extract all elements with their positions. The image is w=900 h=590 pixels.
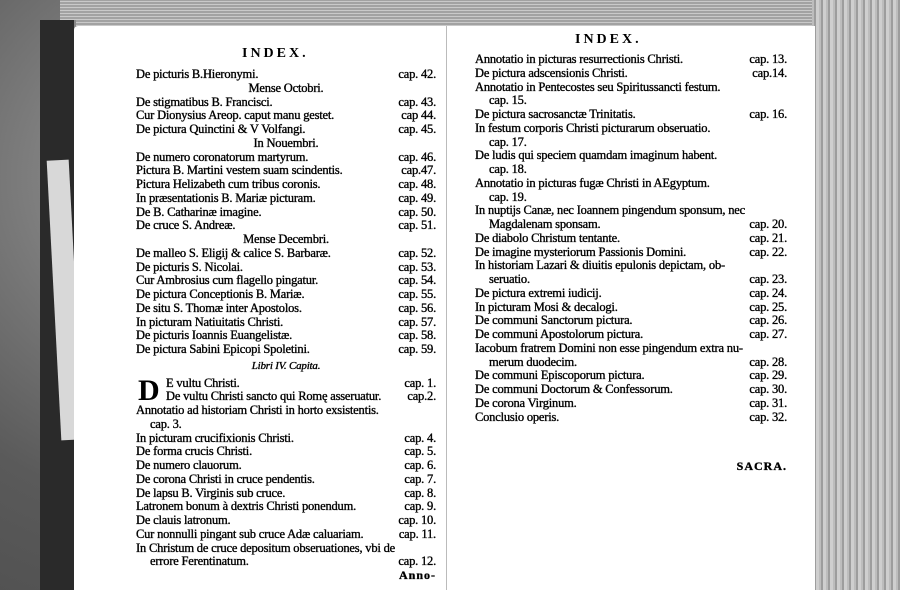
page-header: INDEX. <box>575 32 642 47</box>
entry-title: De picturis Ioannis Euangelistæ. <box>136 328 293 343</box>
index-entry <box>475 218 787 232</box>
chapter-number: cap. 58. <box>398 328 436 343</box>
right-page <box>446 26 815 590</box>
chapter-number: cap. 31. <box>749 395 787 410</box>
index-entry <box>475 383 787 397</box>
index-entry <box>475 342 787 356</box>
chapter-number: cap. 23. <box>749 272 787 286</box>
chapter-number: cap. 21. <box>749 230 787 245</box>
entry-title: De forma crucis Christi. <box>136 444 253 459</box>
chapter-number: cap. 59. <box>398 342 436 356</box>
entry-title: Annotatio in picturas fugæ Christi in AEgyptum. <box>475 175 710 190</box>
index-entry <box>136 274 436 288</box>
entry-title: Annotatio ad historiam Christi in horto exsistentis. <box>136 403 379 417</box>
index-entry <box>475 149 787 163</box>
chapter-number: cap.2. <box>407 389 436 404</box>
index-entry <box>475 356 787 370</box>
entry-title: De picturis S. Nicolai. <box>136 259 243 274</box>
index-entry <box>475 273 787 287</box>
index-entry <box>136 542 436 556</box>
entry-title: De pictura sacrosanctæ Trinitatis. <box>475 107 636 121</box>
chapter-number: cap. 50. <box>398 204 436 219</box>
entry-title: In picturam Mosi & decalogi. <box>475 299 618 314</box>
index-entry <box>136 151 436 165</box>
entry-title: In picturam crucifixionis Christi. <box>136 430 294 445</box>
entry-title: De ludis qui speciem quamdam imaginum habent. <box>475 148 717 163</box>
entry-title: Cur Dionysius Areop. caput manu gestet. <box>136 108 335 123</box>
index-entry <box>136 432 436 446</box>
chapter-number: cap. 30. <box>749 382 787 396</box>
catchword-text: SACRA. <box>736 459 787 474</box>
entry-title: De pictura Quinctini & V Volfangi. <box>136 122 306 136</box>
index-entry <box>136 261 436 275</box>
entry-title: Pictura B. Martini vestem suam scindentis. <box>136 163 343 178</box>
entry-title: Annotatio in Pentecostes seu Spiritussancti festum. <box>475 79 721 94</box>
index-entry <box>136 164 436 178</box>
chapter-number: cap. 25. <box>749 299 787 314</box>
index-entry <box>136 500 436 514</box>
section-heading <box>136 233 436 247</box>
entry-title: In Christum de cruce depositum obseruationes, vbi de <box>136 540 395 555</box>
entry-title: De corona Christi in cruce pendentis. <box>136 471 315 486</box>
section-heading <box>136 137 436 151</box>
drop-cap: D <box>138 373 160 407</box>
chapter-number: cap. 12. <box>398 554 436 569</box>
index-entry <box>136 109 436 123</box>
scan-background-right <box>812 0 900 590</box>
index-entry <box>136 514 436 528</box>
entry-title: E vultu Christi. <box>166 375 240 390</box>
chapter-number: cap. 46. <box>398 149 436 164</box>
entry-title: Libri IV. Capita. <box>251 359 321 372</box>
chapter-number: cap. 53. <box>398 259 436 274</box>
chapter-number: cap. 42. <box>398 67 436 81</box>
index-entry <box>475 204 787 218</box>
entry-title: cap. 3. <box>150 416 182 431</box>
index-entry <box>136 390 436 404</box>
chapter-number: cap. 20. <box>749 217 787 231</box>
page-header: INDEX. <box>242 46 309 61</box>
index-entry <box>475 369 787 383</box>
chapter-number: cap. 45. <box>398 122 436 136</box>
chapter-number: cap. 1. <box>404 375 436 390</box>
index-entry <box>475 122 787 136</box>
index-entry <box>475 81 787 95</box>
chapter-number: cap. 16. <box>749 107 787 121</box>
chapter-number: cap. 48. <box>398 177 436 191</box>
entry-title: In præsentationis B. Mariæ picturam. <box>136 190 316 205</box>
entry-title: De numero coronatorum martyrum. <box>136 149 309 164</box>
book-binding <box>40 20 76 590</box>
entry-title: cap. 15. <box>489 93 527 108</box>
entry-title: De imagine mysteriorum Passionis Domini. <box>475 244 687 259</box>
chapter-number: cap. 55. <box>398 287 436 301</box>
entry-title: De communi Sanctorum pictura. <box>475 313 633 328</box>
chapter-number: cap. 56. <box>398 300 436 315</box>
index-entry <box>475 301 787 315</box>
index-entry <box>475 411 787 425</box>
index-entry <box>475 108 787 122</box>
index-entry <box>136 178 436 192</box>
index-entry <box>475 328 787 342</box>
index-entry <box>475 163 787 177</box>
chapter-number: cap. 43. <box>398 94 436 109</box>
section-heading <box>136 82 436 96</box>
chapter-number: cap. 11. <box>398 526 436 541</box>
chapter-number: cap. 13. <box>749 52 787 66</box>
index-entry <box>475 191 787 205</box>
index-entry <box>475 67 787 81</box>
chapter-number: cap. 28. <box>749 354 787 369</box>
entry-title: cap. 18. <box>489 162 527 176</box>
index-entry <box>475 259 787 273</box>
chapter-number: cap 44. <box>401 108 436 123</box>
index-list <box>475 53 787 474</box>
entry-title: seruatio. <box>489 272 530 286</box>
entry-title: De pictura Sabini Epicopi Spoletini. <box>136 342 310 356</box>
section-heading <box>136 360 436 374</box>
index-entry <box>136 343 436 357</box>
chapter-number: cap. 8. <box>404 485 436 500</box>
index-entry <box>136 316 436 330</box>
entry-title: De numero clauorum. <box>136 458 242 472</box>
entry-title: De stigmatibus B. Francisci. <box>136 94 273 109</box>
chapter-number: cap. 29. <box>749 368 787 383</box>
entry-title: De pictura adscensionis Christi. <box>475 65 628 80</box>
chapter-number: cap. 9. <box>404 499 436 514</box>
entry-title: Magdalenam sponsam. <box>489 217 601 231</box>
entry-title: cap. 17. <box>489 134 527 149</box>
entry-title: Pictura Helizabeth cum tribus coronis. <box>136 177 321 191</box>
entry-title: De communi Apostolorum pictura. <box>475 327 644 341</box>
entry-title: Latronem bonum à dextris Christi ponendum. <box>136 499 357 514</box>
chapter-number: cap. 10. <box>398 513 436 527</box>
index-entry <box>136 68 436 82</box>
entry-title: Mense Decembri. <box>243 232 329 246</box>
index-entry <box>136 219 436 233</box>
index-entry <box>475 94 787 108</box>
entry-title: Annotatio in picturas resurrectionis Christi. <box>475 52 683 66</box>
index-entry <box>136 247 436 261</box>
chapter-number: cap. 6. <box>404 458 436 472</box>
index-entry <box>136 302 436 316</box>
index-entry <box>475 397 787 411</box>
entry-title: De cruce S. Andreæ. <box>136 218 236 233</box>
entry-title: errore Ferentinatum. <box>150 554 249 569</box>
index-entry <box>475 53 787 67</box>
index-entry <box>136 123 436 137</box>
entry-title: De corona Virginum. <box>475 395 577 410</box>
entry-title: De situ S. Thomæ inter Apostolos. <box>136 300 302 315</box>
entry-title: In historiam Lazari & diuitis epulonis depictam, ob- <box>475 258 725 273</box>
chapter-number: cap. 24. <box>749 285 787 300</box>
entry-title: Cur nonnulli pingant sub cruce Adæ caluariam. <box>136 526 364 541</box>
entry-title: De diabolo Christum tentante. <box>475 230 620 245</box>
index-entry <box>136 473 436 487</box>
chapter-number: cap. 27. <box>749 327 787 341</box>
entry-title: In festum corporis Christi picturarum obseruatio. <box>475 120 711 135</box>
catchword <box>475 460 787 474</box>
entry-title: Iacobum fratrem Domini non esse pingendum extra nu- <box>475 340 743 355</box>
chapter-number: cap. 51. <box>398 218 436 233</box>
entry-title: De clauis latronum. <box>136 513 231 527</box>
entry-title: De communi Episcoporum pictura. <box>475 368 645 383</box>
index-entry <box>136 555 436 569</box>
index-entry <box>475 246 787 260</box>
catchword-text: Anno- <box>398 568 436 582</box>
entry-title: De malleo S. Eligij & calice S. Barbaræ. <box>136 245 331 260</box>
index-entry <box>136 459 436 473</box>
chapter-number: cap. 52. <box>398 245 436 260</box>
chapter-number: cap. 7. <box>404 471 436 486</box>
chapter-number: cap. 32. <box>749 409 787 424</box>
index-entry <box>475 287 787 301</box>
entry-title: De picturis B.Hieronymi. <box>136 67 259 81</box>
chapter-number: cap. 49. <box>398 190 436 205</box>
chapter-number: cap. 54. <box>398 273 436 288</box>
entry-title: De B. Catharinæ imagine. <box>136 204 262 219</box>
index-list <box>136 68 436 583</box>
index-entry <box>136 487 436 501</box>
index-entry <box>136 192 436 206</box>
entry-title: merum duodecim. <box>489 354 577 369</box>
chapter-number: cap. 57. <box>398 314 436 329</box>
chapter-number: cap. 22. <box>749 244 787 259</box>
entry-title: De vultu Christi sancto qui Romę asseruatur. <box>166 389 382 404</box>
chapter-number: cap. 4. <box>404 430 436 445</box>
index-entry <box>136 445 436 459</box>
index-entry <box>136 528 436 542</box>
chapter-number: cap. 5. <box>404 444 436 459</box>
chapter-number: cap. 26. <box>749 313 787 328</box>
index-entry <box>136 404 436 418</box>
index-entry <box>475 232 787 246</box>
chapter-number: cap.14. <box>752 65 787 80</box>
entry-title: De pictura Conceptionis B. Mariæ. <box>136 287 305 301</box>
entry-title: De lapsu B. Virginis sub cruce. <box>136 485 286 500</box>
index-entry <box>136 418 436 432</box>
index-entry <box>475 177 787 191</box>
entry-title: Mense Octobri. <box>248 80 324 95</box>
index-entry <box>136 288 436 302</box>
entry-title: Cur Ambrosius cum flagello pingatur. <box>136 273 319 288</box>
index-entry <box>136 206 436 220</box>
entry-title: Conclusio operis. <box>475 409 560 424</box>
left-page <box>74 26 446 590</box>
entry-title: In picturam Natiuitatis Christi. <box>136 314 284 329</box>
index-entry <box>475 314 787 328</box>
index-entry <box>136 96 436 110</box>
entry-title: In nuptijs Canæ, nec Ioannem pingendum sponsum, nec <box>475 203 745 218</box>
catchword <box>136 569 436 583</box>
entry-title: De pictura extremi iudicij. <box>475 285 602 300</box>
entry-title: cap. 19. <box>489 189 527 204</box>
scan-background-top <box>60 0 820 26</box>
entry-title: De communi Doctorum & Confessorum. <box>475 382 673 396</box>
index-entry <box>136 329 436 343</box>
chapter-number: cap.47. <box>401 163 436 178</box>
entry-title: In Nouembri. <box>253 135 319 150</box>
index-entry <box>475 136 787 150</box>
